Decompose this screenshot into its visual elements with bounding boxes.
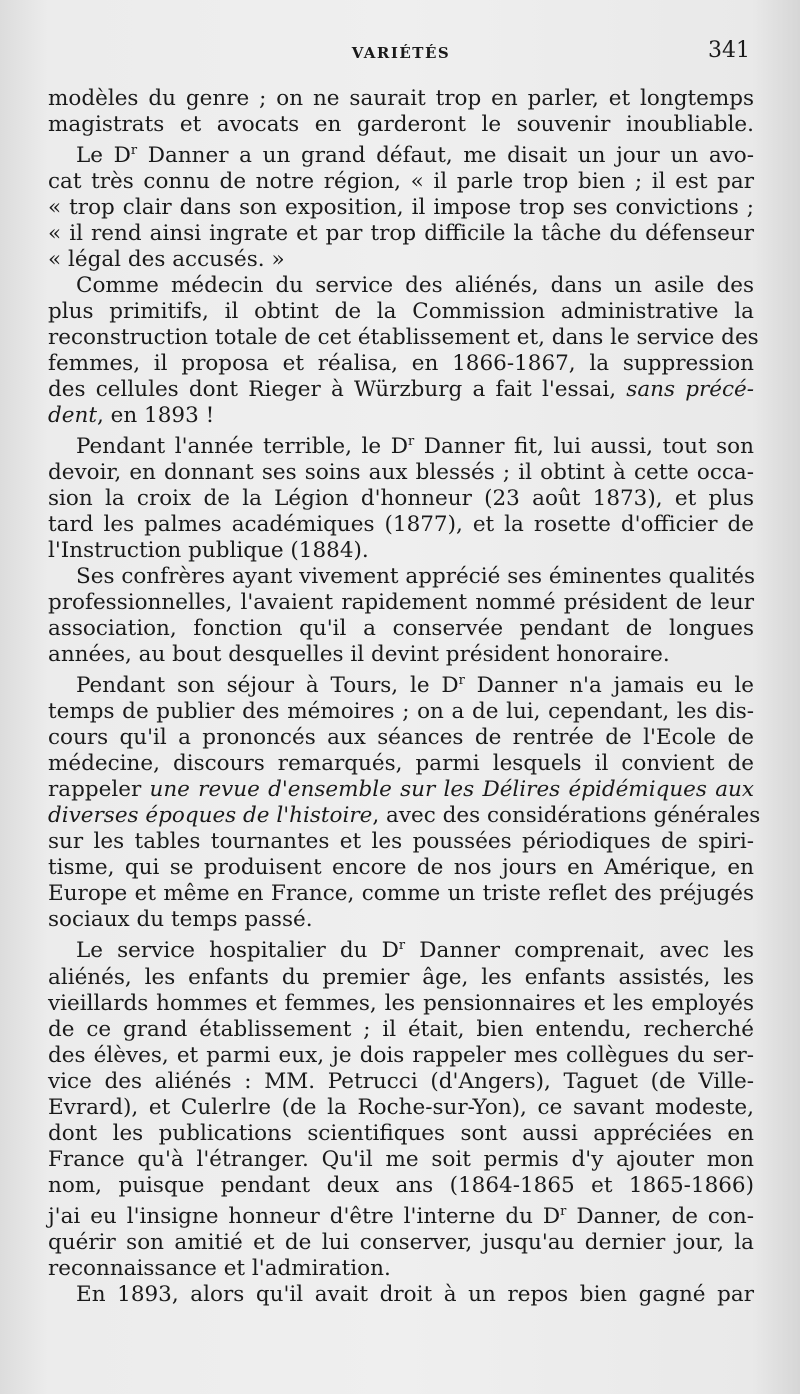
text-line: rappeler une revue d'ensemble sur les Délires épidémiques aux — [48, 777, 754, 803]
text-line: En 1893, alors qu'il avait droit à un repos bien gagné par — [76, 1281, 754, 1307]
paragraph — [48, 138, 754, 273]
text-line: dont les publications scientifiques sont aussi appréciées en — [48, 1120, 754, 1146]
text-line: « il rend ainsi ingrate et par trop difficile la tâche du défenseur — [48, 221, 754, 247]
text-line: vice des aliénés : MM. Petrucci (d'Angers), Taguet (de Ville- — [48, 1068, 754, 1094]
text-line: sociaux du temps passé. — [48, 907, 313, 933]
text-line: sur les tables tournantes et les poussées périodiques de spiri- — [48, 829, 754, 855]
text-line: tisme, qui se produisent encore de nos jours en Amérique, en — [48, 855, 754, 881]
text-line: des élèves, et parmi eux, je dois rappeler mes collègues du ser- — [48, 1042, 754, 1068]
text-line: de ce grand établissement ; il était, bien entendu, recherché — [48, 1016, 754, 1042]
text-line: France qu'à l'étranger. Qu'il me soit permis d'y ajouter mon — [48, 1146, 754, 1172]
page-header — [48, 38, 754, 76]
text-line: « trop clair dans son exposition, il impose trop ses convictions ; — [48, 195, 754, 221]
text-line: tard les palmes académiques (1877), et la rosette d'officier de — [48, 512, 754, 538]
text-line: Comme médecin du service des aliénés, dans un asile des — [76, 273, 754, 299]
paragraph — [48, 668, 761, 933]
text-line: reconnaissance et l'admiration. — [48, 1255, 391, 1281]
text-line: Pendant l'année terrible, le $D^r$ Danner fit, lui aussi, tout son — [76, 434, 754, 460]
paragraph — [48, 1282, 754, 1308]
text-line: femmes, il proposa et réalisa, en 1866-1867, la suppression — [48, 351, 754, 377]
text-line: temps de publier des mémoires ; on a de lui, cependant, les dis- — [48, 699, 754, 725]
text-line: magistrats et avocats en garderont le souvenir inoubliable. — [48, 112, 754, 137]
page-number: 341 — [708, 38, 750, 63]
text-line: l'Instruction publique (1884). — [48, 538, 369, 564]
text-line: cat très connu de notre région, « il parle trop bien ; il est par — [48, 169, 754, 195]
paragraph — [48, 273, 759, 429]
text-line: reconstruction totale de cet établissement et, dans le service des — [48, 325, 759, 351]
text-line: vieillards hommes et femmes, les pensionnaires et les employés — [48, 990, 754, 1016]
text-line: association, fonction qu'il a conservée pendant de longues — [48, 616, 754, 642]
text-line: sion la croix de la Légion d'honneur (23 août 1873), et plus — [48, 486, 754, 512]
text-line: modèles du genre ; on ne saurait trop en parler, et longtemps — [48, 86, 754, 111]
text-line: Le $D^r$ Danner a un grand défaut, me disait un jour un avo- — [76, 143, 754, 169]
text-line: dent, en 1893 ! — [48, 403, 215, 429]
paragraph — [48, 429, 754, 564]
text-line: quérir son amitié et de lui conserver, jusqu'au dernier jour, la — [48, 1229, 754, 1255]
text-line: Le service hospitalier du $D^r$ Danner comprenait, avec les — [76, 938, 754, 964]
text-line: Ses confrères ayant vivement apprécié ses éminentes qualités — [76, 564, 756, 590]
text-line: Europe et même en France, comme un triste reflet des préjugés — [48, 881, 754, 907]
text-line: Pendant son séjour à Tours, le $D^r$ Danner n'a jamais eu le — [76, 673, 754, 699]
text-line: années, au bout desquelles il devint président honoraire. — [48, 642, 670, 668]
text-line: j'ai eu l'insigne honneur d'être l'interne du $D^r$ Danner, de con- — [48, 1203, 755, 1229]
paragraph — [48, 86, 754, 138]
running-head: VARIÉTÉS — [351, 44, 451, 62]
paragraph — [48, 933, 754, 1281]
text-line: des cellules dont Rieger à Würzburg a fait l'essai, sans précé- — [48, 377, 754, 403]
paragraph — [48, 564, 754, 668]
text-line: nom, puisque pendant deux ans (1864-1865 et 1865-1866) — [48, 1172, 754, 1198]
text-line: « légal des accusés. » — [48, 247, 285, 273]
text-line: cours qu'il a prononcés aux séances de rentrée de l'Ecole de — [48, 725, 754, 751]
text-line: professionnelles, l'avaient rapidement nommé président de leur — [48, 590, 754, 616]
text-line: Evrard), et Culerlre (de la Roche-sur-Yon), ce savant modeste, — [48, 1094, 754, 1120]
text-line: plus primitifs, il obtint de la Commission administrative la — [48, 299, 754, 325]
body-text — [48, 86, 761, 1308]
text-line: médecine, discours remarqués, parmi lesquels il convient de — [48, 751, 754, 777]
text-line: diverses époques de l'histoire, avec des considérations générales — [48, 803, 761, 829]
text-line: aliénés, les enfants du premier âge, les enfants assistés, les — [48, 964, 754, 990]
text-line: devoir, en donnant ses soins aux blessés ; il obtint à cette occa- — [48, 460, 754, 486]
